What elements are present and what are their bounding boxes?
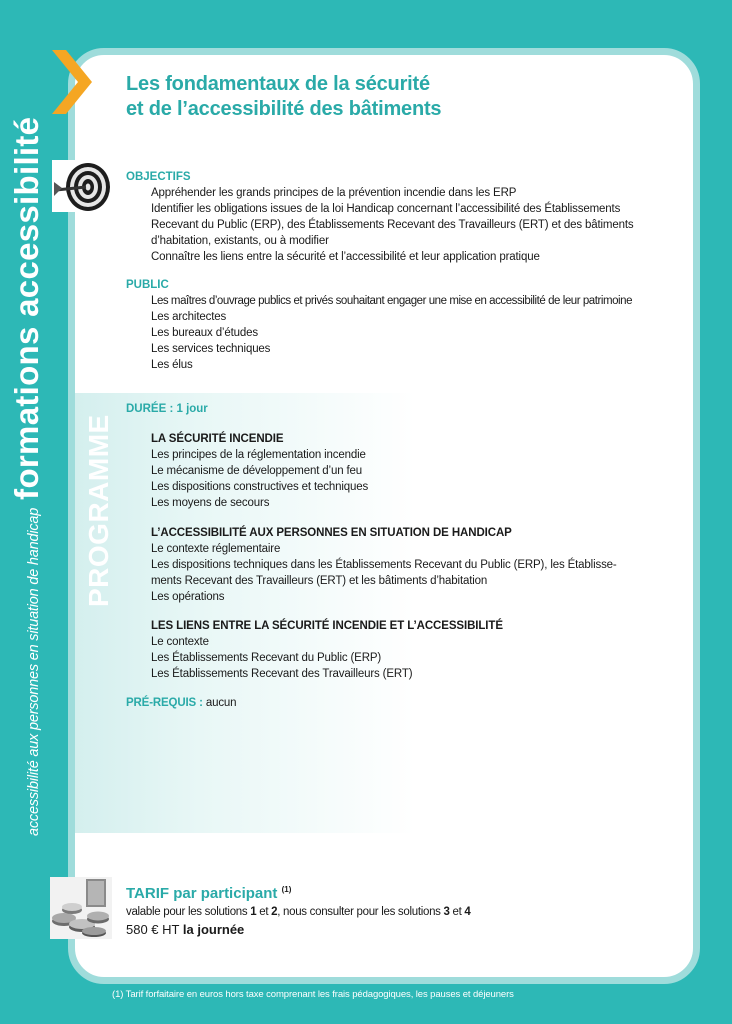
programme-line: Les dispositions techniques dans les Établissements Recevant du Public (ERP), les Établisse-: [151, 559, 617, 571]
programme-line: Les Établissements Recevant du Public (ERP): [151, 652, 382, 664]
public-line: Les architectes: [151, 311, 227, 323]
programme-line: Le mécanisme de développement d’un feu: [151, 465, 363, 477]
duree-label: DURÉE : 1 jour: [126, 403, 208, 415]
tarif-validity: [126, 904, 471, 921]
programme-block-accessibilite: [151, 525, 617, 605]
page-title: [126, 72, 441, 122]
programme-line: Le contexte réglementaire: [151, 543, 281, 555]
programme-line: Les dispositions constructives et techniques: [151, 481, 369, 493]
programme-line: Les moyens de secours: [151, 497, 270, 509]
public-line: Les maîtres d’ouvrage publics et privés souhaitant engager une mise en accessibilité de leur patrimoine: [151, 295, 633, 307]
page-title-line-1: Les fondamentaux de la sécurité: [126, 73, 430, 95]
sidebar-main-title: formations accessibilité: [8, 116, 45, 500]
public-heading: PUBLIC: [126, 279, 169, 291]
duree-section: [126, 401, 208, 417]
tarif-heading: [126, 880, 471, 904]
tarif-price-unit: la journée: [182, 922, 245, 937]
objectifs-line: Connaître les liens entre la sécurité et l’accessibilité et leur application pratique: [151, 251, 540, 263]
programme-label-text: PROGRAMME: [83, 414, 114, 607]
tarif-price: [126, 921, 471, 939]
tarif-price-value: 580 € HT: [126, 922, 180, 937]
objectifs-line: Identifier les obligations issues de la loi Handicap concernant l’accessibilité des Établissements: [151, 203, 621, 215]
programme-line: Les Établissements Recevant des Travailleurs (ERT): [151, 668, 413, 680]
tarif-solution-number: 3: [443, 906, 450, 918]
programme-label: [81, 399, 117, 609]
programme-line: Les principes de la réglementation incendie: [151, 449, 366, 461]
objectifs-heading: OBJECTIFS: [126, 171, 191, 183]
public-line: Les élus: [151, 359, 193, 371]
programme-line: Le contexte: [151, 636, 209, 648]
tarif-text: valable pour les solutions: [126, 906, 251, 918]
prerequis-section: [126, 695, 236, 711]
objectifs-line: d’habitation, existants, ou à modifier: [151, 235, 329, 247]
sidebar-title-text: [8, 96, 52, 836]
programme-block-securite: [151, 431, 368, 511]
tarif-note-ref: (1): [281, 885, 292, 894]
public-line: Les bureaux d’études: [151, 327, 258, 339]
programme-heading: LA SÉCURITÉ INCENDIE: [151, 433, 284, 445]
tarif-solution-number: 2: [271, 906, 278, 918]
objectifs-line: Appréhender les grands principes de la prévention incendie dans les ERP: [151, 187, 517, 199]
prerequis-label: PRÉ-REQUIS :: [126, 697, 203, 709]
public-section: [126, 277, 632, 373]
public-list: [126, 293, 632, 373]
programme-heading: L’ACCESSIBILITÉ AUX PERSONNES EN SITUATION DE HANDICAP: [151, 527, 512, 539]
programme-block-liens: [151, 618, 503, 682]
programme-heading: LES LIENS ENTRE LA SÉCURITÉ INCENDIE ET L’ACCESSIBILITÉ: [151, 620, 503, 632]
tarif-solution-number: 1: [250, 906, 257, 918]
tarif-text: , nous consulter pour les solutions: [277, 906, 444, 918]
target-dart-icon: [52, 160, 112, 212]
page-title-line-2: et de l’accessibilité des bâtiments: [126, 98, 442, 120]
tarif-section: [126, 880, 471, 939]
objectifs-line: Recevant du Public (ERP), des Établissements Recevant des Travailleurs (ERT) et des bâtiments: [151, 219, 634, 231]
objectifs-list: [126, 185, 633, 265]
coins-stack-icon: [50, 877, 112, 939]
programme-line: Les opérations: [151, 591, 225, 603]
tarif-solution-number: 4: [464, 906, 471, 918]
prerequis-value: aucun: [205, 697, 237, 709]
public-line: Les services techniques: [151, 343, 271, 355]
sidebar-subtitle: accessibilité aux personnes en situation de handicap: [26, 507, 42, 836]
tarif-text: et: [256, 906, 272, 918]
chevron-right-icon: [52, 50, 92, 114]
sidebar-title: [8, 0, 52, 840]
footnote: (1) Tarif forfaitaire en euros hors taxe comprenant les frais pédagogiques, les pauses et déjeuners: [112, 989, 514, 1000]
objectifs-section: [126, 169, 633, 265]
tarif-text: et: [449, 906, 465, 918]
tarif-heading-text: TARIF par participant: [126, 885, 278, 902]
programme-line: ments Recevant des Travailleurs (ERT) et les bâtiments d’habitation: [151, 575, 488, 587]
